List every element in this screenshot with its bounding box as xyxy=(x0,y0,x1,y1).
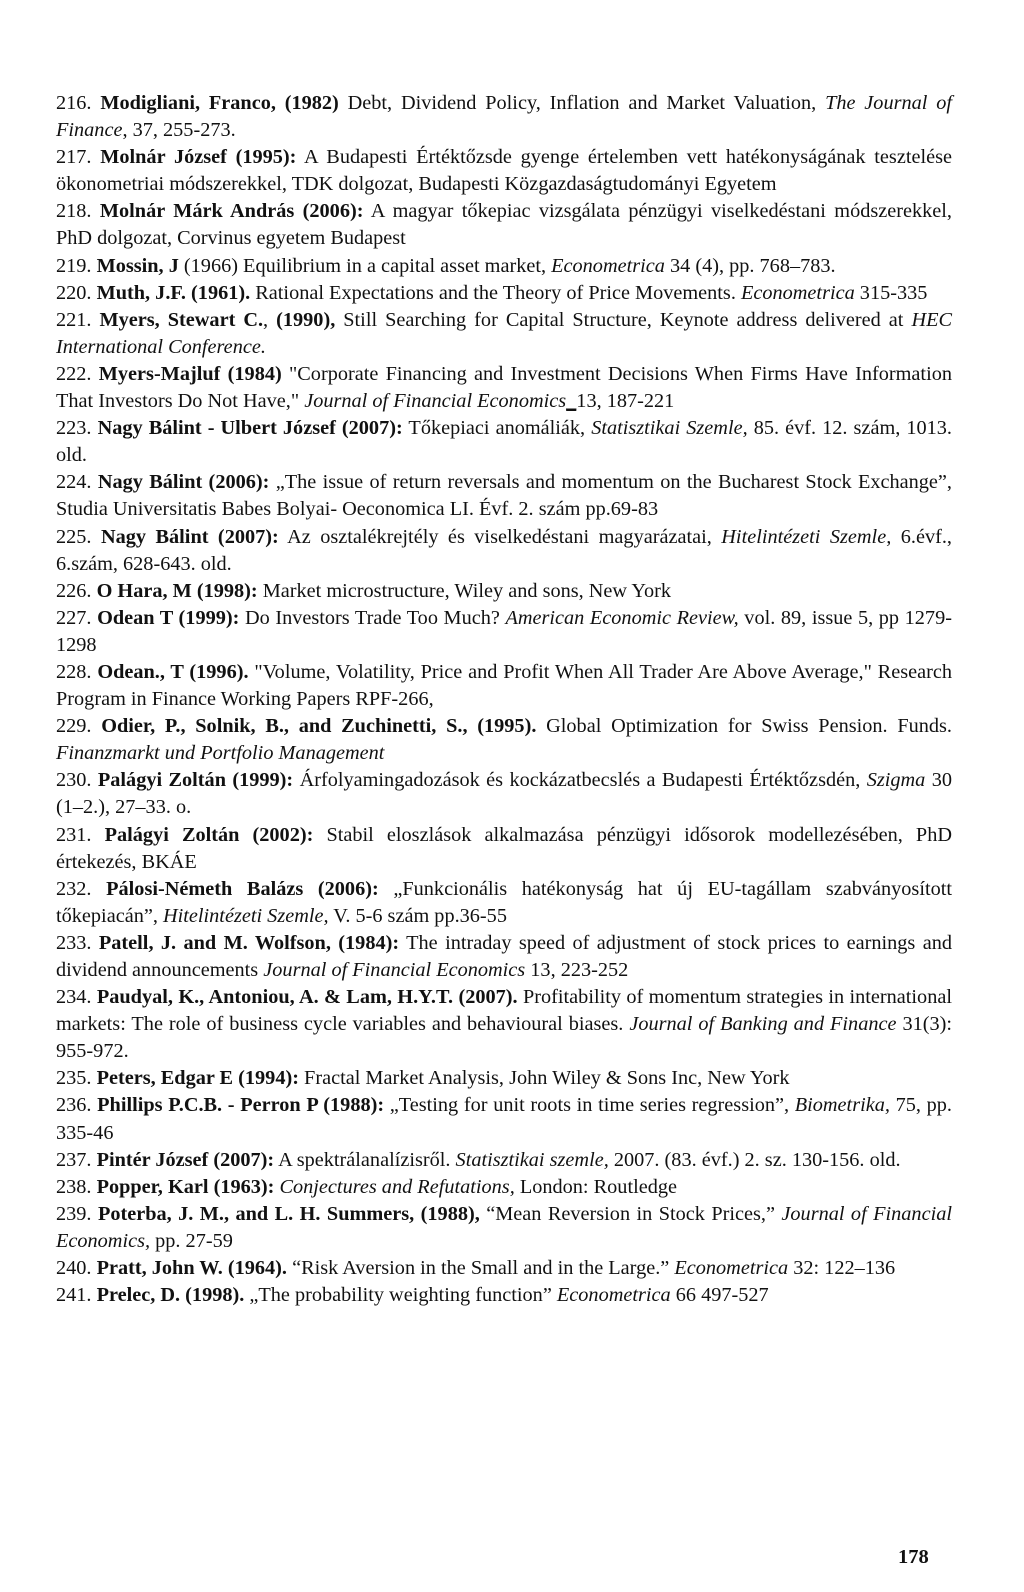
reference-number: 218. xyxy=(56,200,92,223)
reference-text: 6.évf., 6.szám, 628-643. old. xyxy=(56,525,952,575)
reference-text: 13, 187-221 xyxy=(576,390,675,413)
reference-number: 231. xyxy=(56,823,92,846)
reference-text: “Mean Reversion in Stock Prices,” xyxy=(479,1202,782,1225)
reference-text: Tőkepiaci anomáliák, xyxy=(402,417,592,440)
reference-source: Journal of Financial Economics, xyxy=(56,1202,952,1252)
reference-source: HEC International Conference. xyxy=(56,308,952,358)
reference-text: (1966) Equilibrium in a capital asset market, xyxy=(178,254,552,277)
reference-text: 30 (1–2.), 27–33. o. xyxy=(56,769,952,819)
reference-text: 315-335 xyxy=(854,281,928,304)
reference-entry xyxy=(56,280,952,307)
reference-number: 216. xyxy=(56,92,92,114)
reference-number: 222. xyxy=(56,362,92,385)
reference-author: Myers, Stewart C. xyxy=(99,308,264,331)
reference-text: Global Optimization for Swiss Pension. Funds. xyxy=(536,715,952,738)
reference-entry xyxy=(56,1147,952,1174)
reference-number: 223. xyxy=(56,417,92,440)
reference-number: 236. xyxy=(56,1094,92,1117)
reference-source: Szigma xyxy=(866,769,926,792)
reference-author: Molnár József (1995): xyxy=(100,146,297,169)
reference-source: Journal of Financial Economics xyxy=(304,390,567,413)
reference-text: Debt, Dividend Policy, Inflation and Market Valuation, xyxy=(338,92,826,114)
reference-entry xyxy=(56,1201,952,1255)
reference-number: 230. xyxy=(56,769,92,792)
reference-author: Odier, P., Solnik, B., and Zuchinetti, S., (1995). xyxy=(101,715,537,738)
reference-number: 232. xyxy=(56,877,92,900)
reference-author: Pratt, John W. (1964). xyxy=(96,1257,288,1280)
reference-entry xyxy=(56,307,952,361)
reference-text: The intraday speed of adjustment of stock prices to earnings and dividend announcements xyxy=(56,931,952,981)
reference-author: Phillips P.C.B. - Perron P (1988): xyxy=(97,1094,385,1117)
reference-entry xyxy=(56,1065,952,1092)
reference-author: Popper, Karl (1963): xyxy=(96,1175,275,1198)
reference-number: 228. xyxy=(56,660,92,683)
reference-author: Modigliani, Franco, (1982) xyxy=(100,92,339,114)
reference-source: Econometrica xyxy=(551,254,665,277)
reference-author: Peters, Edgar E (1994): xyxy=(96,1067,299,1090)
reference-text: „The probability weighting function” xyxy=(244,1284,557,1307)
reference-entry xyxy=(56,415,952,469)
reference-entry xyxy=(56,253,952,280)
reference-source: Hitelintézeti Szemle, xyxy=(162,904,329,927)
reference-text: „Funkcionális hatékonyság hat új EU-tagállam szabványosított tőkepiacán”, xyxy=(56,877,953,927)
reference-author: Molnár Márk András (2006): xyxy=(99,200,364,223)
reference-entry xyxy=(56,1255,952,1282)
reference-entry xyxy=(56,361,952,415)
page-number: 178 xyxy=(898,1546,929,1568)
reference-number: 240. xyxy=(56,1257,92,1280)
reference-source: Conjectures and Refutations, xyxy=(279,1175,515,1198)
reference-author: Pintér József (2007): xyxy=(96,1148,275,1171)
reference-text: A Budapesti Értéktőzsde gyenge értelemben vett hatékonyságának tesztelése ökonometriai módszerekkel, TDK dolgozat, Budapesti Közgazdaságtudományi Egyetem xyxy=(56,146,952,196)
reference-source: American Economic Review, xyxy=(505,606,739,629)
reference-author: Nagy Bálint (2006): xyxy=(97,471,270,494)
reference-entry xyxy=(56,1092,952,1146)
reference-number: 238. xyxy=(56,1175,92,1198)
reference-source: Finanzmarkt und Portfolio Management xyxy=(56,742,385,765)
reference-text: 13, 223-252 xyxy=(525,959,629,981)
reference-text: 66 497-527 xyxy=(670,1284,769,1307)
reference-entry xyxy=(56,713,952,767)
reference-entry xyxy=(56,605,952,659)
reference-source: Econometrica xyxy=(674,1257,789,1280)
reference-source: Journal of Financial Economics xyxy=(263,959,526,981)
reference-number: 226. xyxy=(56,579,92,602)
reference-text: pp. 27-59 xyxy=(150,1229,233,1252)
reference-entry xyxy=(56,90,952,144)
reference-source: Biometrika, xyxy=(794,1094,890,1117)
reference-text: „Testing for unit roots in time series regression”, xyxy=(384,1094,795,1117)
reference-author: Patell, J. and M. Wolfson, (1984): xyxy=(98,931,400,954)
reference-source: Journal of Banking and Finance xyxy=(629,1013,897,1036)
reference-author: Odean., T (1996). xyxy=(97,660,249,683)
reference-author: Paudyal, K., Antoniou, A. & Lam, H.Y.T. (2007). xyxy=(96,986,518,1009)
reference-number: 235. xyxy=(56,1067,92,1090)
reference-entry xyxy=(56,144,952,198)
reference-text: London: Routledge xyxy=(514,1175,677,1198)
reference-text: 75, pp. 335-46 xyxy=(56,1094,952,1144)
reference-number: 229. xyxy=(56,715,92,738)
reference-source: Hitelintézeti Szemle, xyxy=(721,525,892,548)
reference-text: "Corporate Financing and Investment Decisions When Firms Have Information That Investors Do Not Have," xyxy=(56,362,952,413)
reference-source: Statisztikai szemle, xyxy=(455,1148,609,1171)
reference-author: Muth, J.F. (1961). xyxy=(96,281,251,304)
reference-text: 34 (4), pp. 768–783. xyxy=(664,254,836,277)
reference-source: The Journal of Finance xyxy=(56,92,952,142)
reference-text: A spektrálanalízisről. xyxy=(274,1148,456,1171)
reference-text: Still Searching for Capital Structure, Keynote address delivered at xyxy=(335,308,912,331)
reference-author: Palágyi Zoltán (1999): xyxy=(97,769,294,792)
reference-source: Statisztikai Szemle, xyxy=(591,417,748,440)
reference-author: O Hara, M (1998): xyxy=(96,579,258,602)
reference-number: 234. xyxy=(56,986,92,1009)
reference-text: Rational Expectations and the Theory of Price Movements. xyxy=(250,281,741,304)
reference-entry xyxy=(56,578,952,605)
reference-text: 2007. (83. évf.) 2. sz. 130-156. old. xyxy=(608,1148,901,1171)
reference-entry xyxy=(56,659,952,713)
reference-entry xyxy=(56,524,952,578)
reference-text: V. 5-6 szám pp.36-55 xyxy=(328,904,507,927)
reference-entry xyxy=(56,822,952,876)
reference-text: _ xyxy=(566,390,577,413)
reference-author: Palágyi Zoltán (2002): xyxy=(104,823,314,846)
reference-number: 220. xyxy=(56,281,92,304)
reference-author: Myers-Majluf (1984) xyxy=(98,362,282,385)
reference-text: Árfolyamingadozások és kockázatbecslés a Budapesti Értéktőzsdén, xyxy=(293,769,867,792)
reference-entry xyxy=(56,1174,952,1201)
reference-number: 241. xyxy=(56,1284,92,1307)
reference-number: 239. xyxy=(56,1202,92,1225)
reference-entry xyxy=(56,930,952,984)
reference-author: Nagy Bálint (2007): xyxy=(100,525,279,548)
reference-number: 219. xyxy=(56,254,92,277)
reference-author: Odean T (1999): xyxy=(97,606,240,629)
reference-text: Profitability of momentum strategies in international markets: The role of business cycle variables and behavioural biases. xyxy=(56,986,952,1036)
reference-entry xyxy=(56,984,952,1065)
reference-author: Prelec, D. (1998). xyxy=(96,1284,245,1307)
reference-author: Nagy Bálint - Ulbert József (2007): xyxy=(97,417,403,440)
reference-number: 233. xyxy=(56,931,92,954)
reference-number: 224. xyxy=(56,471,92,494)
reference-text: Stabil eloszlások alkalmazása pénzügyi idősorok modellezésében, PhD értekezés, BKÁE xyxy=(56,823,952,873)
reference-number: 225. xyxy=(56,525,92,548)
reference-entry xyxy=(56,198,952,252)
reference-number: 227. xyxy=(56,606,92,629)
reference-text: 85. évf. 12. szám, 1013. old. xyxy=(56,417,952,467)
reference-text: , xyxy=(263,308,277,331)
reference-text: vol. 89, issue 5, pp 1279-1298 xyxy=(56,606,952,656)
reference-author: Mossin, J xyxy=(96,254,179,277)
reference-text: 31(3): 955-972. xyxy=(56,1013,953,1063)
reference-source: Econometrica xyxy=(556,1284,671,1307)
reference-text: "Volume, Volatility, Price and Profit When All Trader Are Above Average," Research Program in Finance Working Papers RPF-266, xyxy=(56,660,952,711)
reference-text: Az osztalékrejtély és viselkedéstani magyarázatai, xyxy=(278,525,722,548)
reference-number: 221. xyxy=(56,308,92,331)
reference-text: Do Investors Trade Too Much? xyxy=(239,606,506,629)
reference-author: Pálosi-Németh Balázs (2006): xyxy=(106,877,379,900)
reference-author: (1990), xyxy=(276,308,336,331)
reference-author: Poterba, J. M., and L. H. Summers, (1988), xyxy=(97,1202,480,1225)
reference-text: , 37, 255-273. xyxy=(122,119,236,142)
reference-text: „The issue of return reversals and momentum on the Bucharest Stock Exchange”, Studia Universitatis Babes Bolyai- Oeconomica LI. Évf. 2. szám pp.69-83 xyxy=(56,471,952,521)
reference-entry xyxy=(56,767,952,821)
reference-list xyxy=(56,90,952,1309)
reference-number: 217. xyxy=(56,146,92,169)
reference-number: 237. xyxy=(56,1148,92,1171)
reference-text: “Risk Aversion in the Small and in the Large.” xyxy=(287,1257,675,1280)
reference-entry xyxy=(56,876,952,930)
reference-text: 32: 122–136 xyxy=(788,1257,896,1280)
reference-source: Econometrica xyxy=(740,281,855,304)
reference-entry xyxy=(56,1282,952,1309)
reference-text: Fractal Market Analysis, John Wiley & Sons Inc, New York xyxy=(298,1067,790,1090)
reference-text: A magyar tőkepiac vizsgálata pénzügyi viselkedéstani módszerekkel, PhD dolgozat, Corvinus egyetem Budapest xyxy=(56,200,952,250)
reference-text: Market microstructure, Wiley and sons, New York xyxy=(257,579,672,602)
reference-entry xyxy=(56,469,952,523)
